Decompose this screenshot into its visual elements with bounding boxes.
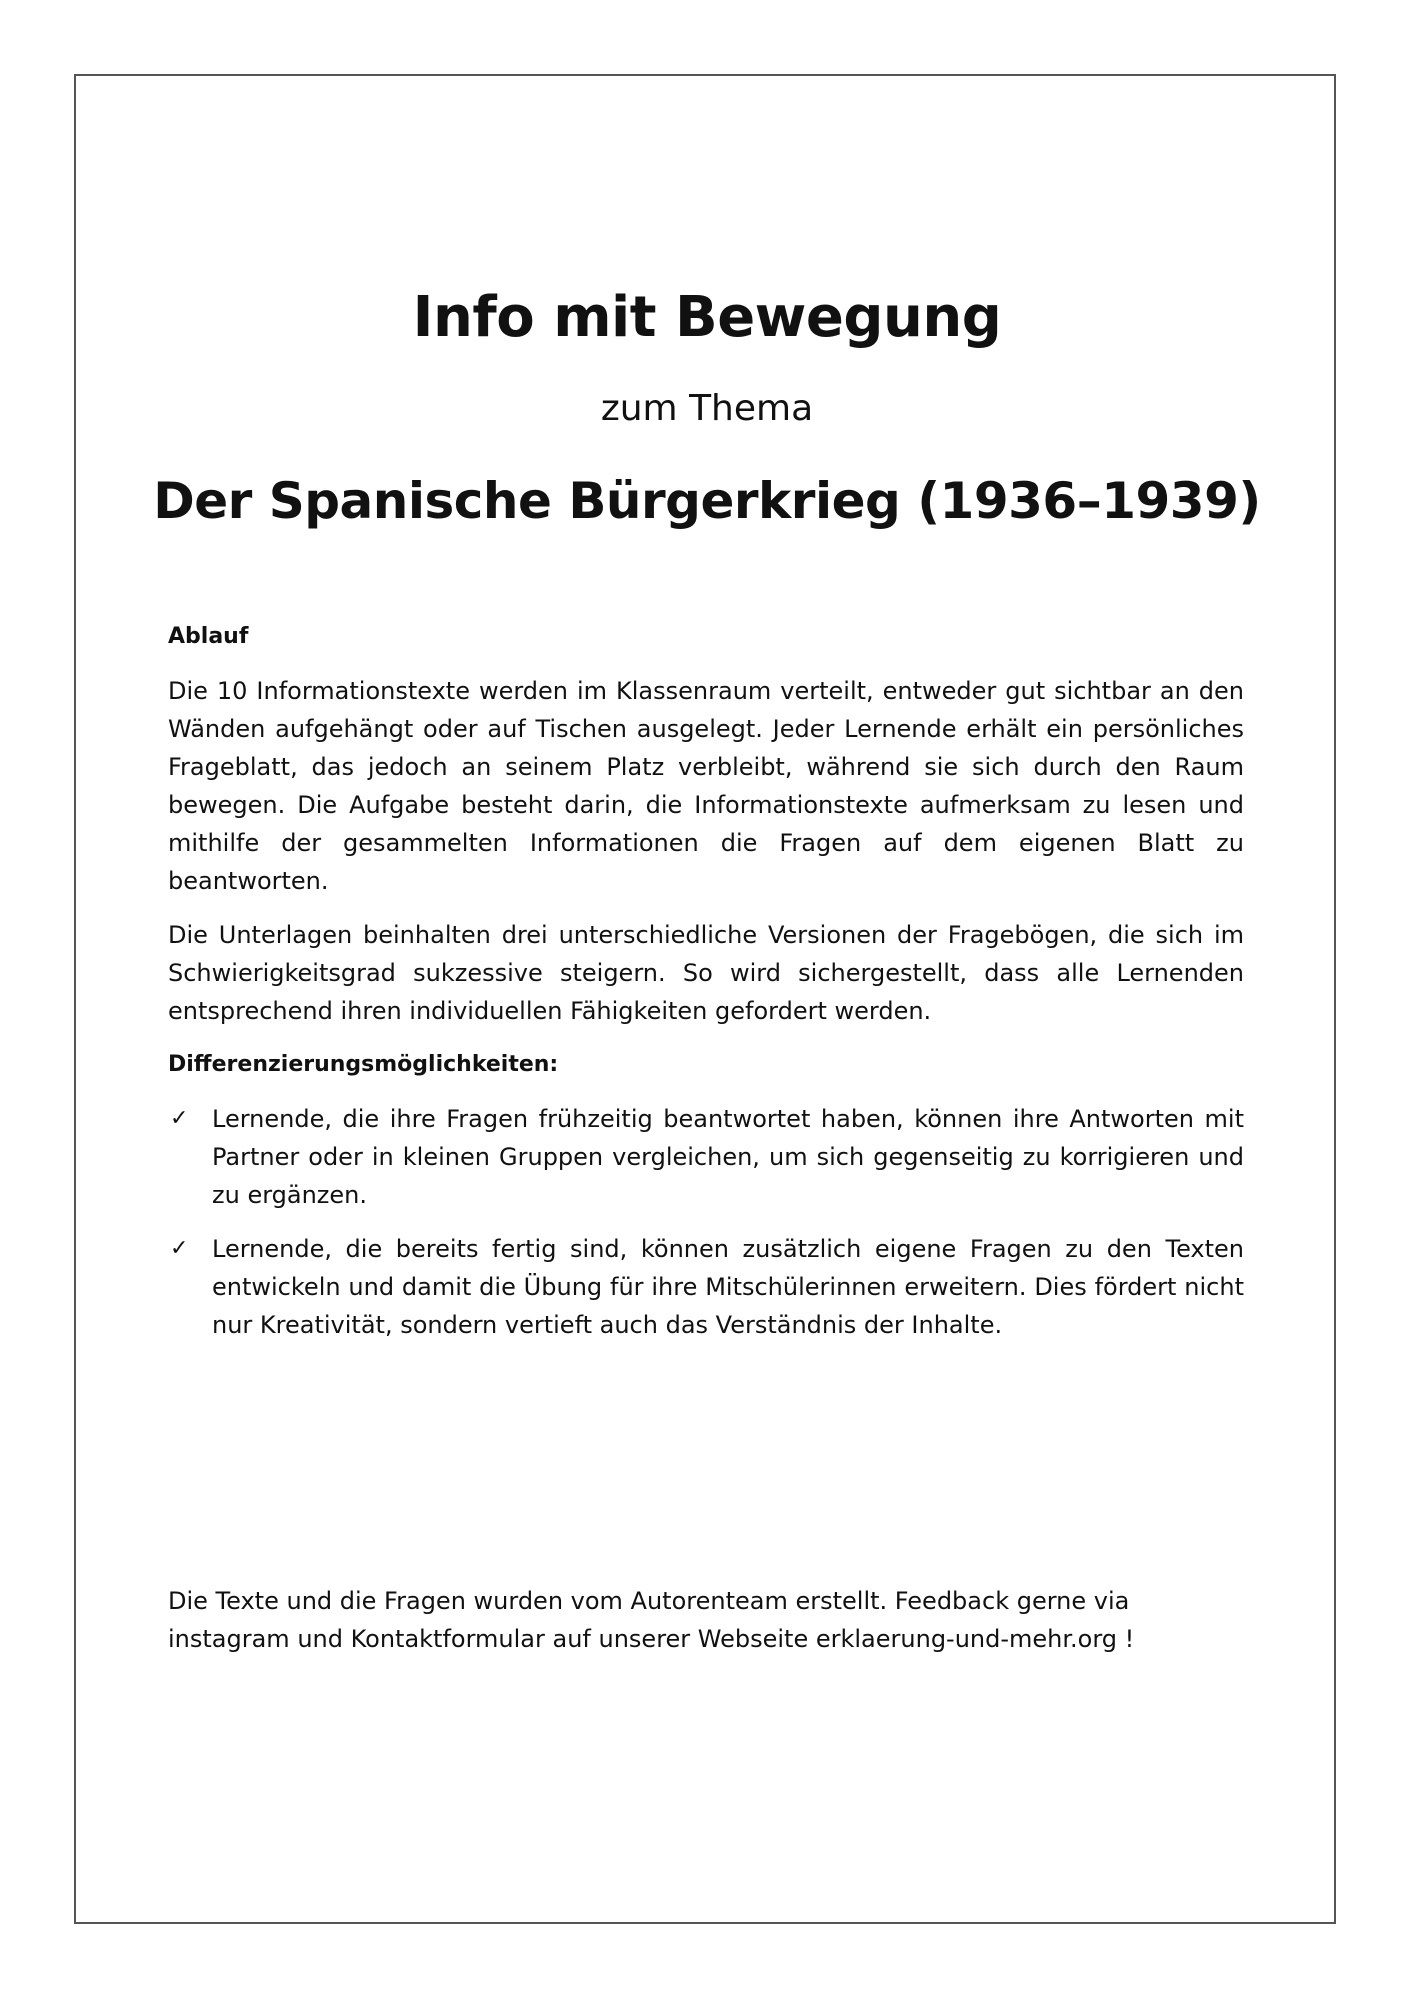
- differenzierung-list: [168, 1100, 1244, 1344]
- list-item-text: Lernende, die ihre Fragen frühzeitig beantwortet haben, können ihre Antworten mit Partner oder in kleinen Gruppen vergleichen, um sich gegenseitig zu korrigieren und zu ergänzen.: [212, 1105, 1244, 1209]
- ablauf-paragraph-1: Die 10 Informationstexte werden im Klassenraum verteilt, entweder gut sichtbar an den Wänden aufgehängt oder auf Tischen ausgelegt. Jeder Lernende erhält ein persönliches Frageblatt, das jedoch an seinem Platz verbleibt, während sie sich durch den Raum bewegen. Die Aufgabe besteht darin, die Informationstexte aufmerksam zu lesen und mithilfe der gesammelten Informationen die Fragen auf dem eigenen Blatt zu beantworten.: [168, 677, 1244, 895]
- topic-title: Der Spanische Bürgerkrieg (1936–1939): [153, 472, 1261, 530]
- section-heading-ablauf: Ablauf: [168, 624, 249, 649]
- footer-note: [168, 1582, 1244, 1658]
- footer-line-1: Die Texte und die Fragen wurden vom Autorenteam erstellt. Feedback gerne via: [168, 1587, 1130, 1615]
- list-item-text: Lernende, die bereits fertig sind, können zusätzlich eigene Fragen zu den Texten entwickeln und damit die Übung für ihre Mitschülerinnen erweitern. Dies fördert nicht nur Kreativität, sondern vertieft auch das Verständnis der Inhalte.: [212, 1235, 1244, 1339]
- main-content: [168, 618, 1244, 1360]
- page-subtitle: zum Thema: [600, 388, 814, 429]
- section-heading-differenzierung: Differenzierungsmöglichkeiten:: [168, 1052, 559, 1077]
- list-item: [168, 1230, 1244, 1344]
- footer-line-2: instagram und Kontaktformular auf unserer Webseite erklaerung-und-mehr.org !: [168, 1625, 1135, 1653]
- ablauf-paragraph-2: Die Unterlagen beinhalten drei unterschiedliche Versionen der Fragebögen, die sich im Schwierigkeitsgrad sukzessive steigern. So wird sichergestellt, dass alle Lernenden entsprechend ihren individuellen Fähigkeiten gefordert werden.: [168, 921, 1244, 1025]
- checkmark-icon: ✓: [170, 1236, 189, 1261]
- checkmark-icon: ✓: [170, 1106, 189, 1131]
- list-item: [168, 1100, 1244, 1214]
- page-title: Info mit Bewegung: [412, 285, 1002, 350]
